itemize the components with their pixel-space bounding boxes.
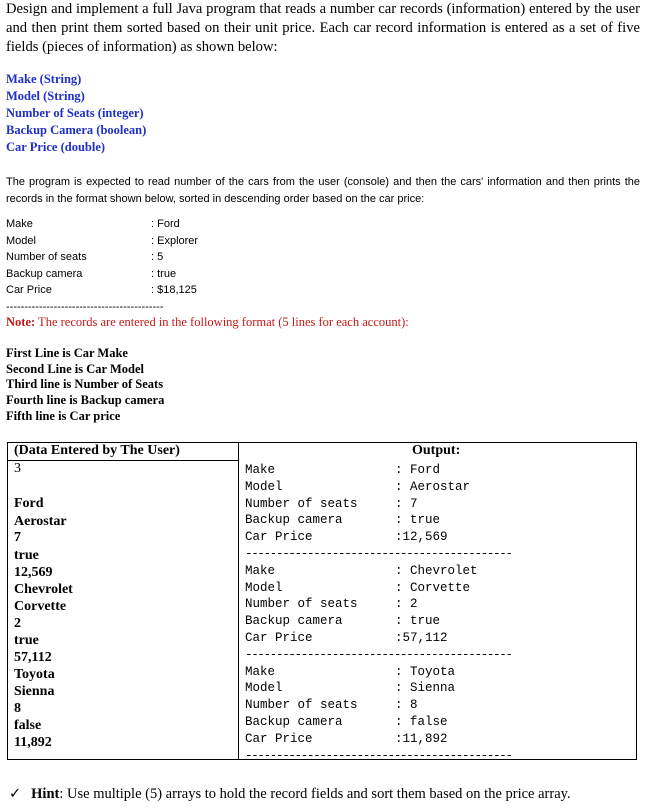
sample-value: : $18,125 (151, 284, 197, 296)
separator-line: ------------------------------------------- (245, 546, 512, 561)
hint-text: : Use multiple (5) arrays to hold the record fields and sort them based on the price array. (59, 786, 571, 802)
output-value: : Toyota (395, 664, 456, 679)
sample-value: : true (151, 267, 177, 280)
input-value: 2 (14, 616, 21, 631)
sample-label: Model (6, 234, 36, 247)
input-value: true (14, 548, 39, 563)
input-value: 3 (14, 461, 21, 476)
output-label: Model (245, 479, 283, 494)
io-table (7, 442, 637, 763)
input-value: 7 (14, 530, 21, 545)
output-label: Car Price (245, 530, 313, 545)
sample-label: Backup camera (6, 267, 83, 280)
output-value: : 7 (395, 496, 418, 511)
hint (9, 786, 571, 803)
separator-line: ------------------------------------------- (245, 647, 512, 662)
output-value: : false (395, 714, 448, 729)
input-value: Sienna (14, 684, 55, 699)
checkmark-icon: ✓ (9, 786, 22, 802)
input-value: 12,569 (14, 565, 53, 580)
output-label: Number of seats (245, 597, 358, 612)
output-label: Number of seats (245, 698, 358, 713)
output-label: Make (245, 563, 276, 578)
output-label: Model (245, 580, 283, 595)
sample-value: : Ford (151, 218, 180, 230)
output-value: : true (395, 614, 441, 629)
output-label: Backup camera (245, 513, 343, 528)
field-item: Make (String) (6, 72, 82, 86)
sample-label: Make (6, 218, 33, 230)
input-header: (Data Entered by The User) (14, 443, 180, 458)
header-divider (8, 460, 238, 461)
input-value: 57,112 (14, 650, 52, 665)
sample-value: : 5 (151, 251, 164, 263)
output-value: : Corvette (395, 580, 471, 595)
output-value: : Sienna (395, 681, 456, 696)
note-label: Note: (6, 315, 36, 329)
format-line: Fourth line is Backup camera (6, 393, 165, 408)
note (6, 315, 409, 330)
output-value: : true (395, 513, 441, 528)
field-item: Car Price (double) (6, 140, 106, 154)
format-line: Fifth line is Car price (6, 408, 121, 423)
output-header: Output: (412, 443, 461, 458)
field-list (6, 71, 146, 156)
output-label: Make (245, 664, 276, 679)
output-value: :12,569 (395, 530, 448, 545)
input-value: Aerostar (14, 514, 67, 529)
program-description: The program is expected to read number of the cars from the user (console) and then the cars' information and then prints the records in the format shown below, sorted in descending order based on the car price: (6, 176, 640, 205)
output-label: Model (245, 681, 283, 696)
input-value: Corvette (14, 599, 67, 614)
output-label: Car Price (245, 630, 313, 645)
output-value: : Aerostar (395, 479, 471, 494)
input-value: false (14, 718, 42, 733)
output-label: Number of seats (245, 496, 358, 511)
output-value: : 2 (395, 597, 418, 612)
sample-label: Car Price (6, 284, 52, 296)
input-value: 8 (14, 701, 21, 716)
hint-label: Hint (31, 786, 60, 802)
note-text: The records are entered in the following format (5 lines for each account): (35, 315, 409, 329)
input-value: Toyota (14, 667, 55, 682)
separator-line: ------------------------------------------- (245, 748, 512, 763)
input-value: Chevrolet (14, 582, 73, 597)
output-value: : Chevrolet (395, 563, 478, 578)
format-lines (6, 346, 164, 425)
output-value: :57,112 (395, 630, 448, 645)
sample-value: : Explorer (151, 234, 199, 247)
input-value: true (14, 633, 39, 648)
output-label: Backup camera (245, 714, 343, 729)
output-value: : Ford (395, 463, 441, 477)
input-value: Ford (14, 496, 44, 511)
output-label: Backup camera (245, 614, 343, 629)
format-line: First Line is Car Make (6, 346, 128, 360)
field-item: Model (String) (6, 89, 85, 103)
format-line: Second Line is Car Model (6, 361, 144, 376)
output-value: :11,892 (395, 731, 448, 746)
sample-label: Number of seats (6, 251, 87, 263)
input-value: 11,892 (14, 735, 52, 750)
column-divider (238, 443, 239, 759)
output-label: Car Price (245, 731, 313, 746)
output-label: Make (245, 463, 276, 477)
field-item: Backup Camera (boolean) (6, 123, 147, 137)
format-line: Third line is Number of Seats (6, 377, 164, 392)
field-item: Number of Seats (integer) (6, 106, 144, 120)
separator-line: ------------------------------------------- (6, 300, 164, 313)
intro-paragraph: Design and implement a full Java program that reads a number car records (information) entered by the user and then print them sorted based on their unit price. Each car record information is entered as a set of five fields (pieces of information) as shown below: (6, 1, 640, 55)
output-value: : 8 (395, 698, 418, 713)
